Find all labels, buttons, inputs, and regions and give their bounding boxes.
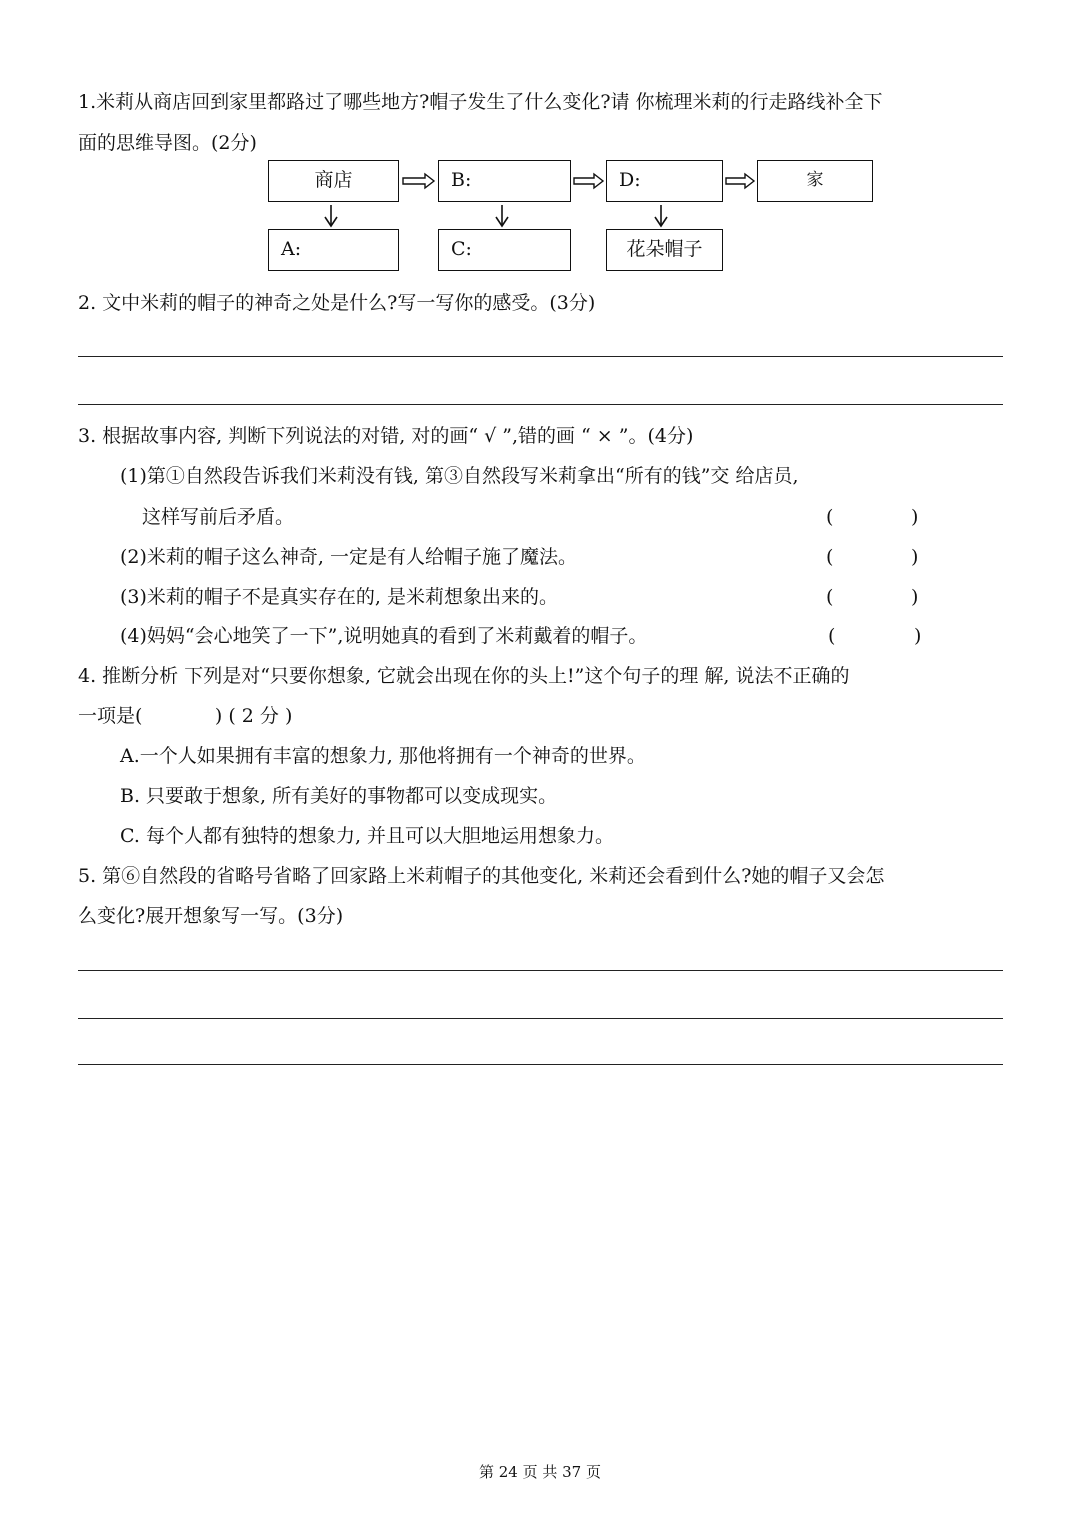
map-box-c: C: <box>438 229 571 271</box>
map-box-a: A: <box>268 229 399 271</box>
map-box-d: D: <box>606 160 723 202</box>
q3-item-1: (1)第①自然段告诉我们米莉没有钱, 第③自然段写米莉拿出“所有的钱”交 给店员, <box>120 465 799 487</box>
map-box-home: 家 <box>757 160 873 202</box>
arrow-down-icon <box>655 205 667 226</box>
paren-open: ( <box>826 586 834 608</box>
q3-item-4: (4)妈妈“会心地笑了一下”,说明她真的看到了米莉戴着的帽子。 <box>120 625 648 647</box>
q2-text: 2. 文中米莉的帽子的神奇之处是什么?写一写你的感受。(3分) <box>78 292 596 314</box>
paren-open: ( <box>826 546 834 568</box>
q4-option-b: B. 只要敢于想象, 所有美好的事物都可以变成现实。 <box>120 785 558 807</box>
q1-line1: 1.米莉从商店回到家里都路过了哪些地方?帽子发生了什么变化?请 你梳理米莉的行走路线补全下 <box>78 91 883 113</box>
arrow-down-icon <box>325 205 337 226</box>
answer-line[interactable] <box>78 356 1003 357</box>
q3-text: 3. 根据故事内容, 判断下列说法的对错, 对的画“ √ ”,错的画 “ × ”。(4分) <box>78 425 694 447</box>
paren-close: ) <box>911 546 919 568</box>
q3-item-3: (3)米莉的帽子不是真实存在的, 是米莉想象出来的。 <box>120 586 558 608</box>
answer-line[interactable] <box>78 1018 1003 1019</box>
q3-item-1-cont: 这样写前后矛盾。 <box>142 506 295 528</box>
q3-item-2: (2)米莉的帽子这么神奇, 一定是有人给帽子施了魔法。 <box>120 546 577 568</box>
answer-line[interactable] <box>78 970 1003 971</box>
arrow-down-icon <box>496 205 508 226</box>
q5-line2: 么变化?展开想象写一写。(3分) <box>78 905 344 927</box>
paren-open: ( <box>826 506 834 528</box>
page-number: 第 24 页 共 37 页 <box>478 1463 601 1481</box>
answer-line[interactable] <box>78 1064 1003 1065</box>
answer-line[interactable] <box>78 404 1003 405</box>
map-box-b: B: <box>438 160 571 202</box>
map-box-flower-hat: 花朵帽子 <box>606 229 723 271</box>
q4-line1: 4. 推断分析 下列是对“只要你想象, 它就会出现在你的头上!”这个句子的理 解, 说法不正确的 <box>78 665 850 687</box>
arrow-right-icon <box>726 174 754 188</box>
q5-line1: 5. 第⑥自然段的省略号省略了回家路上米莉帽子的其他变化, 米莉还会看到什么?她的帽子又会怎 <box>78 865 885 887</box>
q4-option-a: A.一个人如果拥有丰富的想象力, 那他将拥有一个神奇的世界。 <box>120 745 646 767</box>
arrow-right-icon <box>403 174 434 188</box>
paren-close: ) <box>911 506 919 528</box>
paren-open: ( <box>828 625 836 647</box>
arrow-right-icon <box>574 174 603 188</box>
map-box-shop: 商店 <box>268 160 399 202</box>
paren-close: ) <box>914 625 922 647</box>
q4-option-c: C. 每个人都有独特的想象力, 并且可以大胆地运用想象力。 <box>120 825 615 847</box>
paren-close: ) <box>911 586 919 608</box>
q1-line2: 面的思维导图。(2分) <box>78 132 257 154</box>
q4-line2: 一项是( ) ( 2 分 ) <box>78 705 293 727</box>
